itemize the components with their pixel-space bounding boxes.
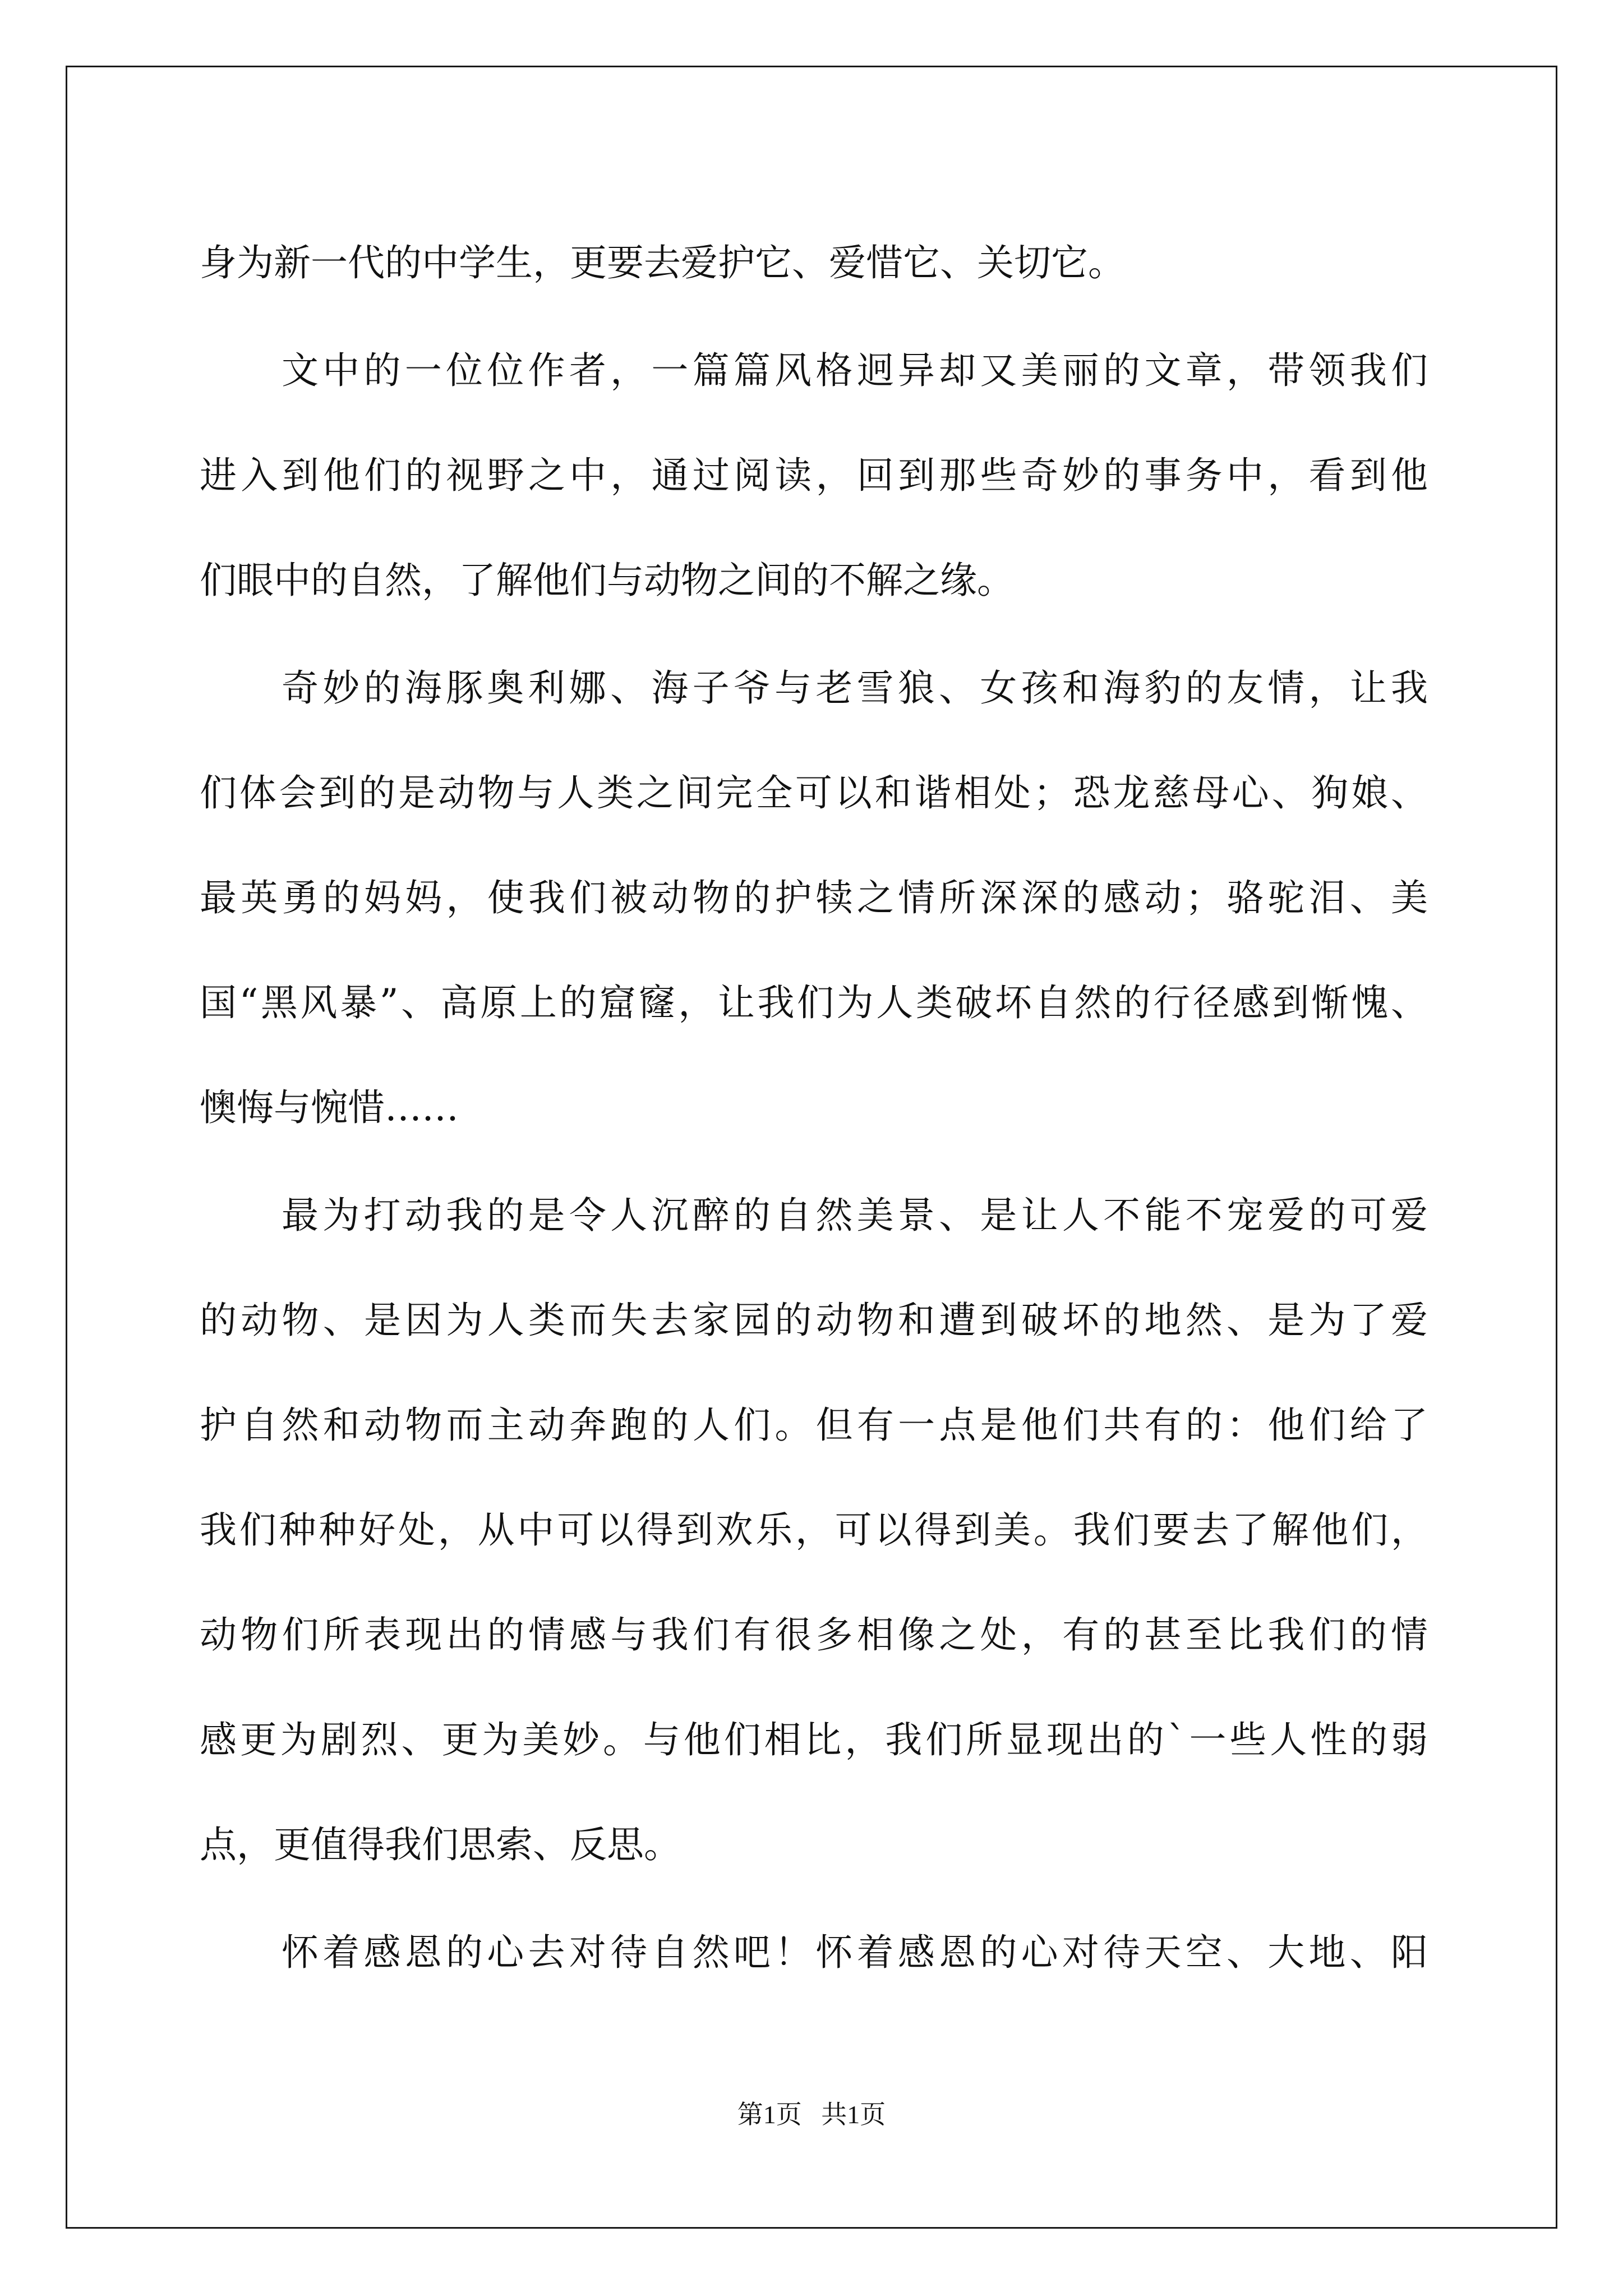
text-line: 们眼中的自然，了解他们与动物之间的不解之缘。 [200,559,1014,602]
page-footer [0,2099,1623,2131]
text-line: 进入到他们的视野之中，通过阅读，回到那些奇妙的事务中，看到他 [200,454,1428,497]
text-line: 我们种种好处，从中可以得到欢乐，可以得到美。我们要去了解他们， [200,1508,1428,1552]
text-line: 的动物、是因为人类而失去家园的动物和遭到破坏的地然、是为了爱 [200,1299,1428,1342]
text-line: 奇妙的海豚奥利娜、海子爷与老雪狼、女孩和海豹的友情，让我 [282,666,1428,710]
text-line: 们体会到的是动物与人类之间完全可以和谐相处；恐龙慈母心、狗娘、 [200,771,1428,815]
text-line: 最英勇的妈妈，使我们被动物的护犊之情所深深的感动；骆驼泪、美 [200,876,1428,919]
page-number: 第1页 [737,2100,802,2129]
paragraph [200,636,1428,1160]
text-line: 最为打动我的是令人沉醉的自然美景、是让人不能不宠爱的可爱 [282,1194,1428,1237]
text-line: 感更为剧烈、更为美妙。与他们相比，我们所显现出的`一些人性的弱 [200,1718,1428,1761]
text-line: 懊悔与惋惜…… [200,1086,459,1129]
document-body [200,212,1428,2008]
paragraph [200,1163,1428,1897]
paragraph [200,318,1428,633]
text-line: 怀着感恩的心去对待自然吧！怀着感恩的心对待天空、大地、阳 [282,1931,1428,1974]
text-line: 动物们所表现出的情感与我们有很多相像之处，有的甚至比我们的情 [200,1613,1428,1657]
text-line: 护自然和动物而主动奔跑的人们。但有一点是他们共有的：他们给了 [200,1404,1428,1447]
text-line: 身为新一代的中学生，更要去爱护它、爱惜它、关切它。 [200,241,1125,284]
text-line: 文中的一位位作者，一篇篇风格迥异却又美丽的文章，带领我们 [282,349,1428,392]
paragraph [200,210,1428,315]
text-line: 国“黑风暴”、高原上的窟窿，让我们为人类破坏自然的行径感到惭愧、 [200,981,1428,1024]
page-total: 共1页 [821,2100,886,2129]
paragraph [200,1900,1428,2005]
text-line: 点，更值得我们思索、反思。 [200,1823,681,1866]
